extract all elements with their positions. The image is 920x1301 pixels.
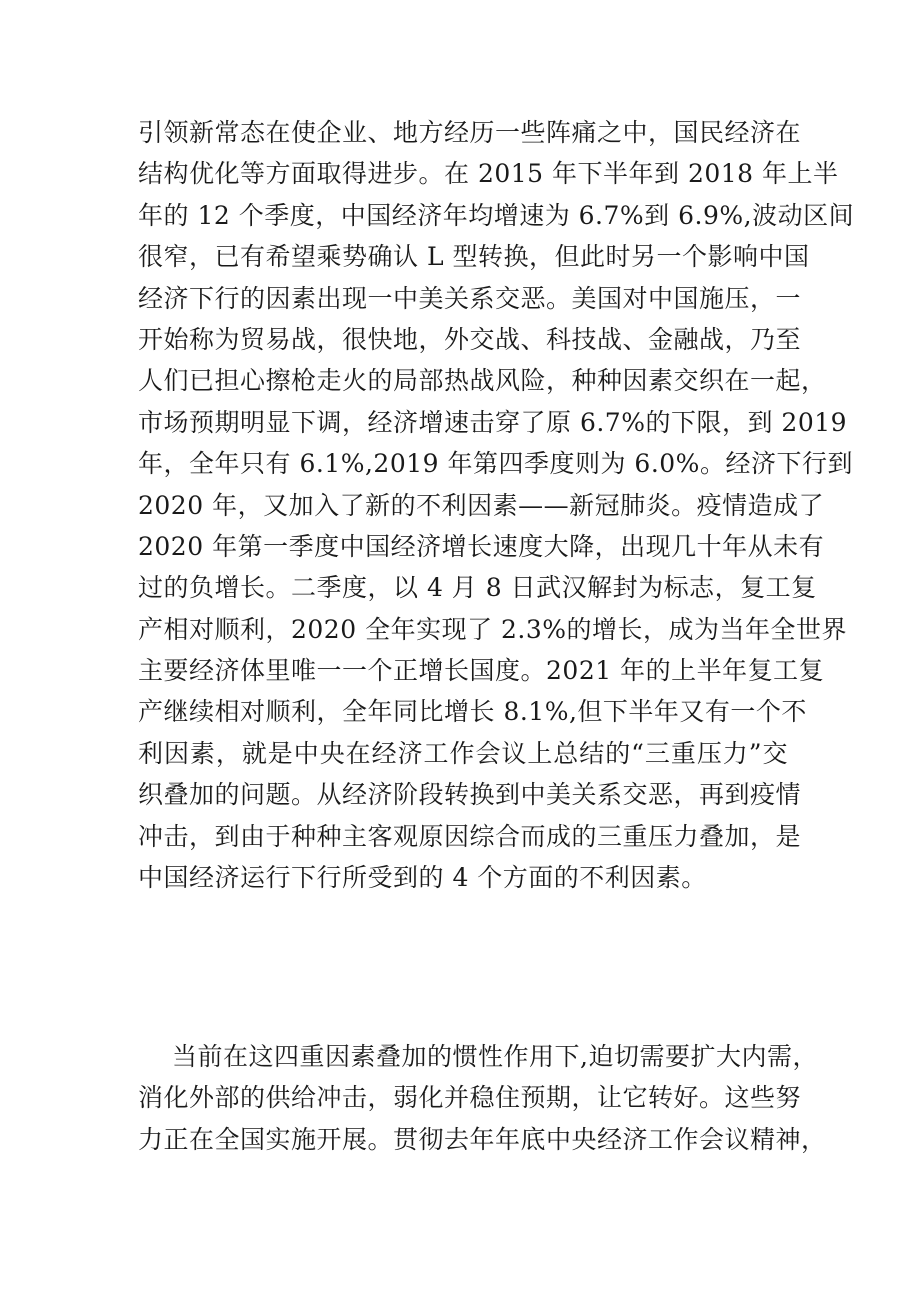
paragraph-line: 织叠加的问题。从经济阶段转换到中美关系交恶，再到疫情 (138, 780, 802, 810)
paragraph-line: 市场预期明显下调，经济增速击穿了原 6.7%的下限，到 2019 (138, 407, 848, 437)
paragraph-2 (138, 1036, 827, 1160)
paragraph-line: 冲击，到由于种种主客观原因综合而成的三重压力叠加，是 (138, 821, 802, 851)
paragraph-line: 利因素，就是中央在经济工作会议上总结的“三重压力”交 (138, 738, 788, 768)
paragraph-line: 结构优化等方面取得进步。在 2015 年下半年到 2018 年上半 (138, 159, 839, 189)
paragraph-line: 2020 年，又加入了新的不利因素——新冠肺炎。疫情造成了 (138, 490, 825, 520)
paragraph-line: 产相对顺利，2020 全年实现了 2.3%的增长，成为当年全世界 (138, 614, 848, 644)
paragraph-line: 年的 12 个季度，中国经济年均增速为 6.7%到 6.9%,波动区间 (138, 200, 855, 230)
paragraph-line: 人们已担心擦枪走火的局部热战风险，种种因素交织在一起， (138, 366, 827, 396)
paragraph-1 (138, 112, 855, 898)
paragraph-line: 当前在这四重因素叠加的惯性作用下,迫切需要扩大内需， (172, 1042, 818, 1071)
paragraph-line: 2020 年第一季度中国经济增长速度大降，出现几十年从未有 (138, 531, 825, 561)
paragraph-line: 年，全年只有 6.1%,2019 年第四季度则为 6.0%。经济下行到 (138, 449, 853, 479)
paragraph-line: 产继续相对顺利，全年同比增长 8.1%,但下半年又有一个不 (138, 697, 807, 727)
paragraph-line: 过的负增长。二季度，以 4 月 8 日武汉解封为标志，复工复 (138, 573, 817, 603)
paragraph-line: 引领新常态在使企业、地方经历一些阵痛之中，国民经济在 (138, 118, 802, 147)
paragraph-line: 中国经济运行下行所受到的 4 个方面的不利因素。 (138, 863, 707, 893)
paragraph-line: 力正在全国实施开展。贯彻去年年底中央经济工作会议精神， (138, 1124, 827, 1154)
paragraph-line: 消化外部的供给冲击，弱化并稳住预期，让它转好。这些努 (138, 1083, 802, 1113)
paragraph-line: 经济下行的因素出现一中美关系交恶。美国对中国施压，一 (138, 283, 802, 313)
paragraph-line: 主要经济体里唯一一个正增长国度。2021 年的上半年复工复 (138, 656, 825, 686)
paragraph-line: 很窄，已有希望乘势确认 L 型转换，但此时另一个影响中国 (138, 242, 810, 272)
paragraph-line: 开始称为贸易战，很快地，外交战、科技战、金融战，乃至 (138, 324, 802, 354)
